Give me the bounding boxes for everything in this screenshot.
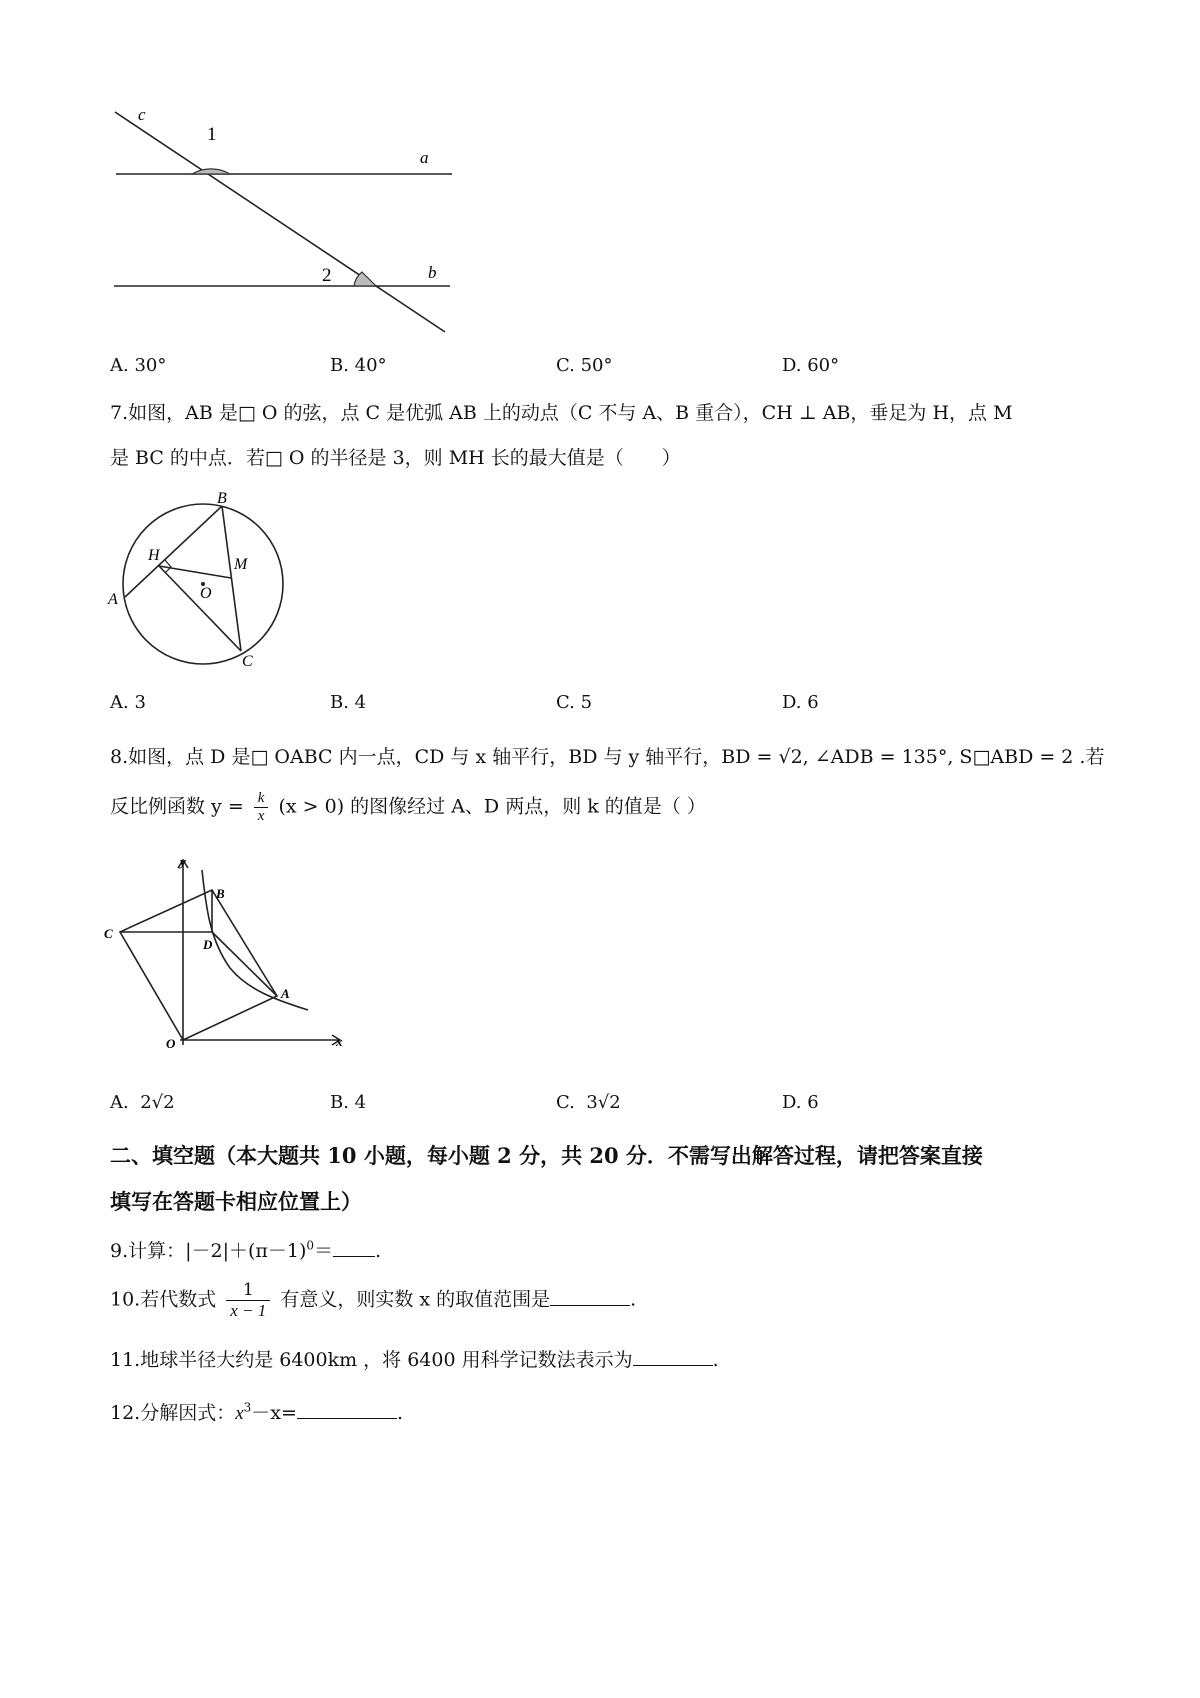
option-a-label: A. [110, 1092, 129, 1113]
option-a[interactable]: A. 3 [110, 692, 146, 713]
q10-text: 有意义，则实数 x 的取值范围是 [280, 1288, 551, 1311]
segment-bc [222, 506, 241, 651]
line-c [115, 112, 445, 332]
label-O: O [166, 1036, 176, 1051]
label-b: b [428, 263, 437, 282]
label-2: 2 [322, 265, 332, 286]
q9-exponent: 0 [306, 1238, 315, 1253]
q8-line1: 8.如图，点 D 是□ OABC 内一点，CD 与 x 轴平行，BD 与 y 轴平行，BD = √2, ∠ADB = 135°, S□ABD = 2 .若 [110, 746, 1105, 768]
q9-equals: ＝ [314, 1240, 334, 1262]
option-b[interactable]: B. 4 [330, 692, 367, 713]
label-A: A [108, 591, 118, 608]
option-c[interactable] [556, 1092, 621, 1113]
q12-text: －x= [251, 1402, 297, 1424]
q12-exponent: 3 [243, 1400, 252, 1415]
segment-ch [159, 566, 241, 651]
section-2-heading-line2: 填写在答题卡相应位置上） [110, 1189, 362, 1214]
circle-figure [100, 490, 300, 680]
label-A: A [281, 986, 290, 1001]
label-a: a [420, 148, 429, 167]
q12-answer-blank[interactable] [297, 1400, 397, 1419]
q9-answer-blank[interactable] [333, 1238, 375, 1257]
q12-period: . [396, 1402, 403, 1424]
label-y: y [180, 854, 186, 869]
q10-numerator: 1 [242, 1280, 254, 1300]
q8-options [110, 1092, 1110, 1122]
q10-prefix: 10.若代数式 [110, 1288, 217, 1311]
q7-line1: 7.如图，AB 是□ O 的弦，点 C 是优弧 AB 上的动点（C 不与 A、B 重合），CH ⊥ AB，垂足为 H，点 M [110, 402, 1013, 424]
option-c-label: C. [556, 1092, 575, 1113]
label-c: c [138, 105, 146, 124]
option-a-value: 2√2 [140, 1092, 175, 1113]
label-D: D [203, 937, 213, 952]
option-c[interactable]: C. 5 [556, 692, 593, 713]
label-B: B [216, 886, 225, 901]
q11-period: . [712, 1349, 719, 1371]
q8-line2 [110, 790, 706, 825]
label-M: M [234, 556, 248, 573]
fraction-denominator: x [254, 807, 269, 825]
label-x: x [336, 1034, 343, 1049]
label-C: C [104, 926, 113, 941]
q12-prefix: 12.分解因式： [110, 1402, 236, 1424]
parallelogram-oabc [120, 890, 277, 1040]
option-c[interactable]: C. 50° [556, 355, 613, 376]
label-B: B [217, 490, 227, 507]
q11-text: 11.地球半径大约是 6400km ，将 6400 用科学记数法表示为 [110, 1349, 633, 1371]
question-9 [110, 1236, 381, 1263]
fraction-k-over-x [254, 790, 269, 825]
question-12 [110, 1398, 403, 1425]
option-d[interactable]: D. 6 [782, 692, 819, 713]
label-O: O [200, 585, 212, 602]
q8-line2-pre: 反比例函数 y = [110, 795, 244, 818]
q10-denominator: x − 1 [226, 1300, 270, 1321]
question-10 [110, 1280, 636, 1321]
q10-period: . [630, 1288, 637, 1311]
coordinate-figure [100, 850, 360, 1060]
q8-line2-post: (x > 0) 的图像经过 A、D 两点，则 k 的值是（ ） [278, 795, 706, 818]
option-d[interactable]: D. 6 [782, 1092, 819, 1113]
option-c-value: 3√2 [586, 1092, 621, 1113]
q9-period: . [375, 1240, 382, 1262]
question-11 [110, 1345, 719, 1372]
option-a[interactable] [110, 1092, 175, 1113]
label-1: 1 [207, 124, 217, 145]
q11-answer-blank[interactable] [633, 1347, 713, 1366]
angle-1-marker [192, 169, 230, 174]
q7-options [110, 692, 1110, 722]
q12-base: x [235, 1403, 244, 1424]
parallel-lines-figure [110, 100, 470, 350]
q9-expression: 9.计算：|－2|＋(π－1) [110, 1240, 307, 1262]
q7-line2: 是 BC 的中点．若□ O 的半径是 3，则 MH 长的最大值是（ ） [110, 447, 681, 469]
chord-ab [125, 506, 222, 597]
option-b[interactable]: B. 4 [330, 1092, 367, 1113]
option-b[interactable]: B. 40° [330, 355, 387, 376]
section-2-heading-line1: 二、填空题（本大题共 10 小题，每小题 2 分，共 20 分．不需写出解答过程，请把答案直接 [110, 1143, 983, 1168]
label-H: H [148, 547, 160, 564]
q10-answer-blank[interactable] [550, 1287, 630, 1306]
q10-fraction [226, 1280, 270, 1321]
option-a[interactable]: A. 30° [110, 355, 167, 376]
q6-options [110, 355, 1110, 385]
option-d[interactable]: D. 60° [782, 355, 840, 376]
label-C: C [242, 653, 253, 670]
fraction-numerator: k [257, 790, 265, 806]
